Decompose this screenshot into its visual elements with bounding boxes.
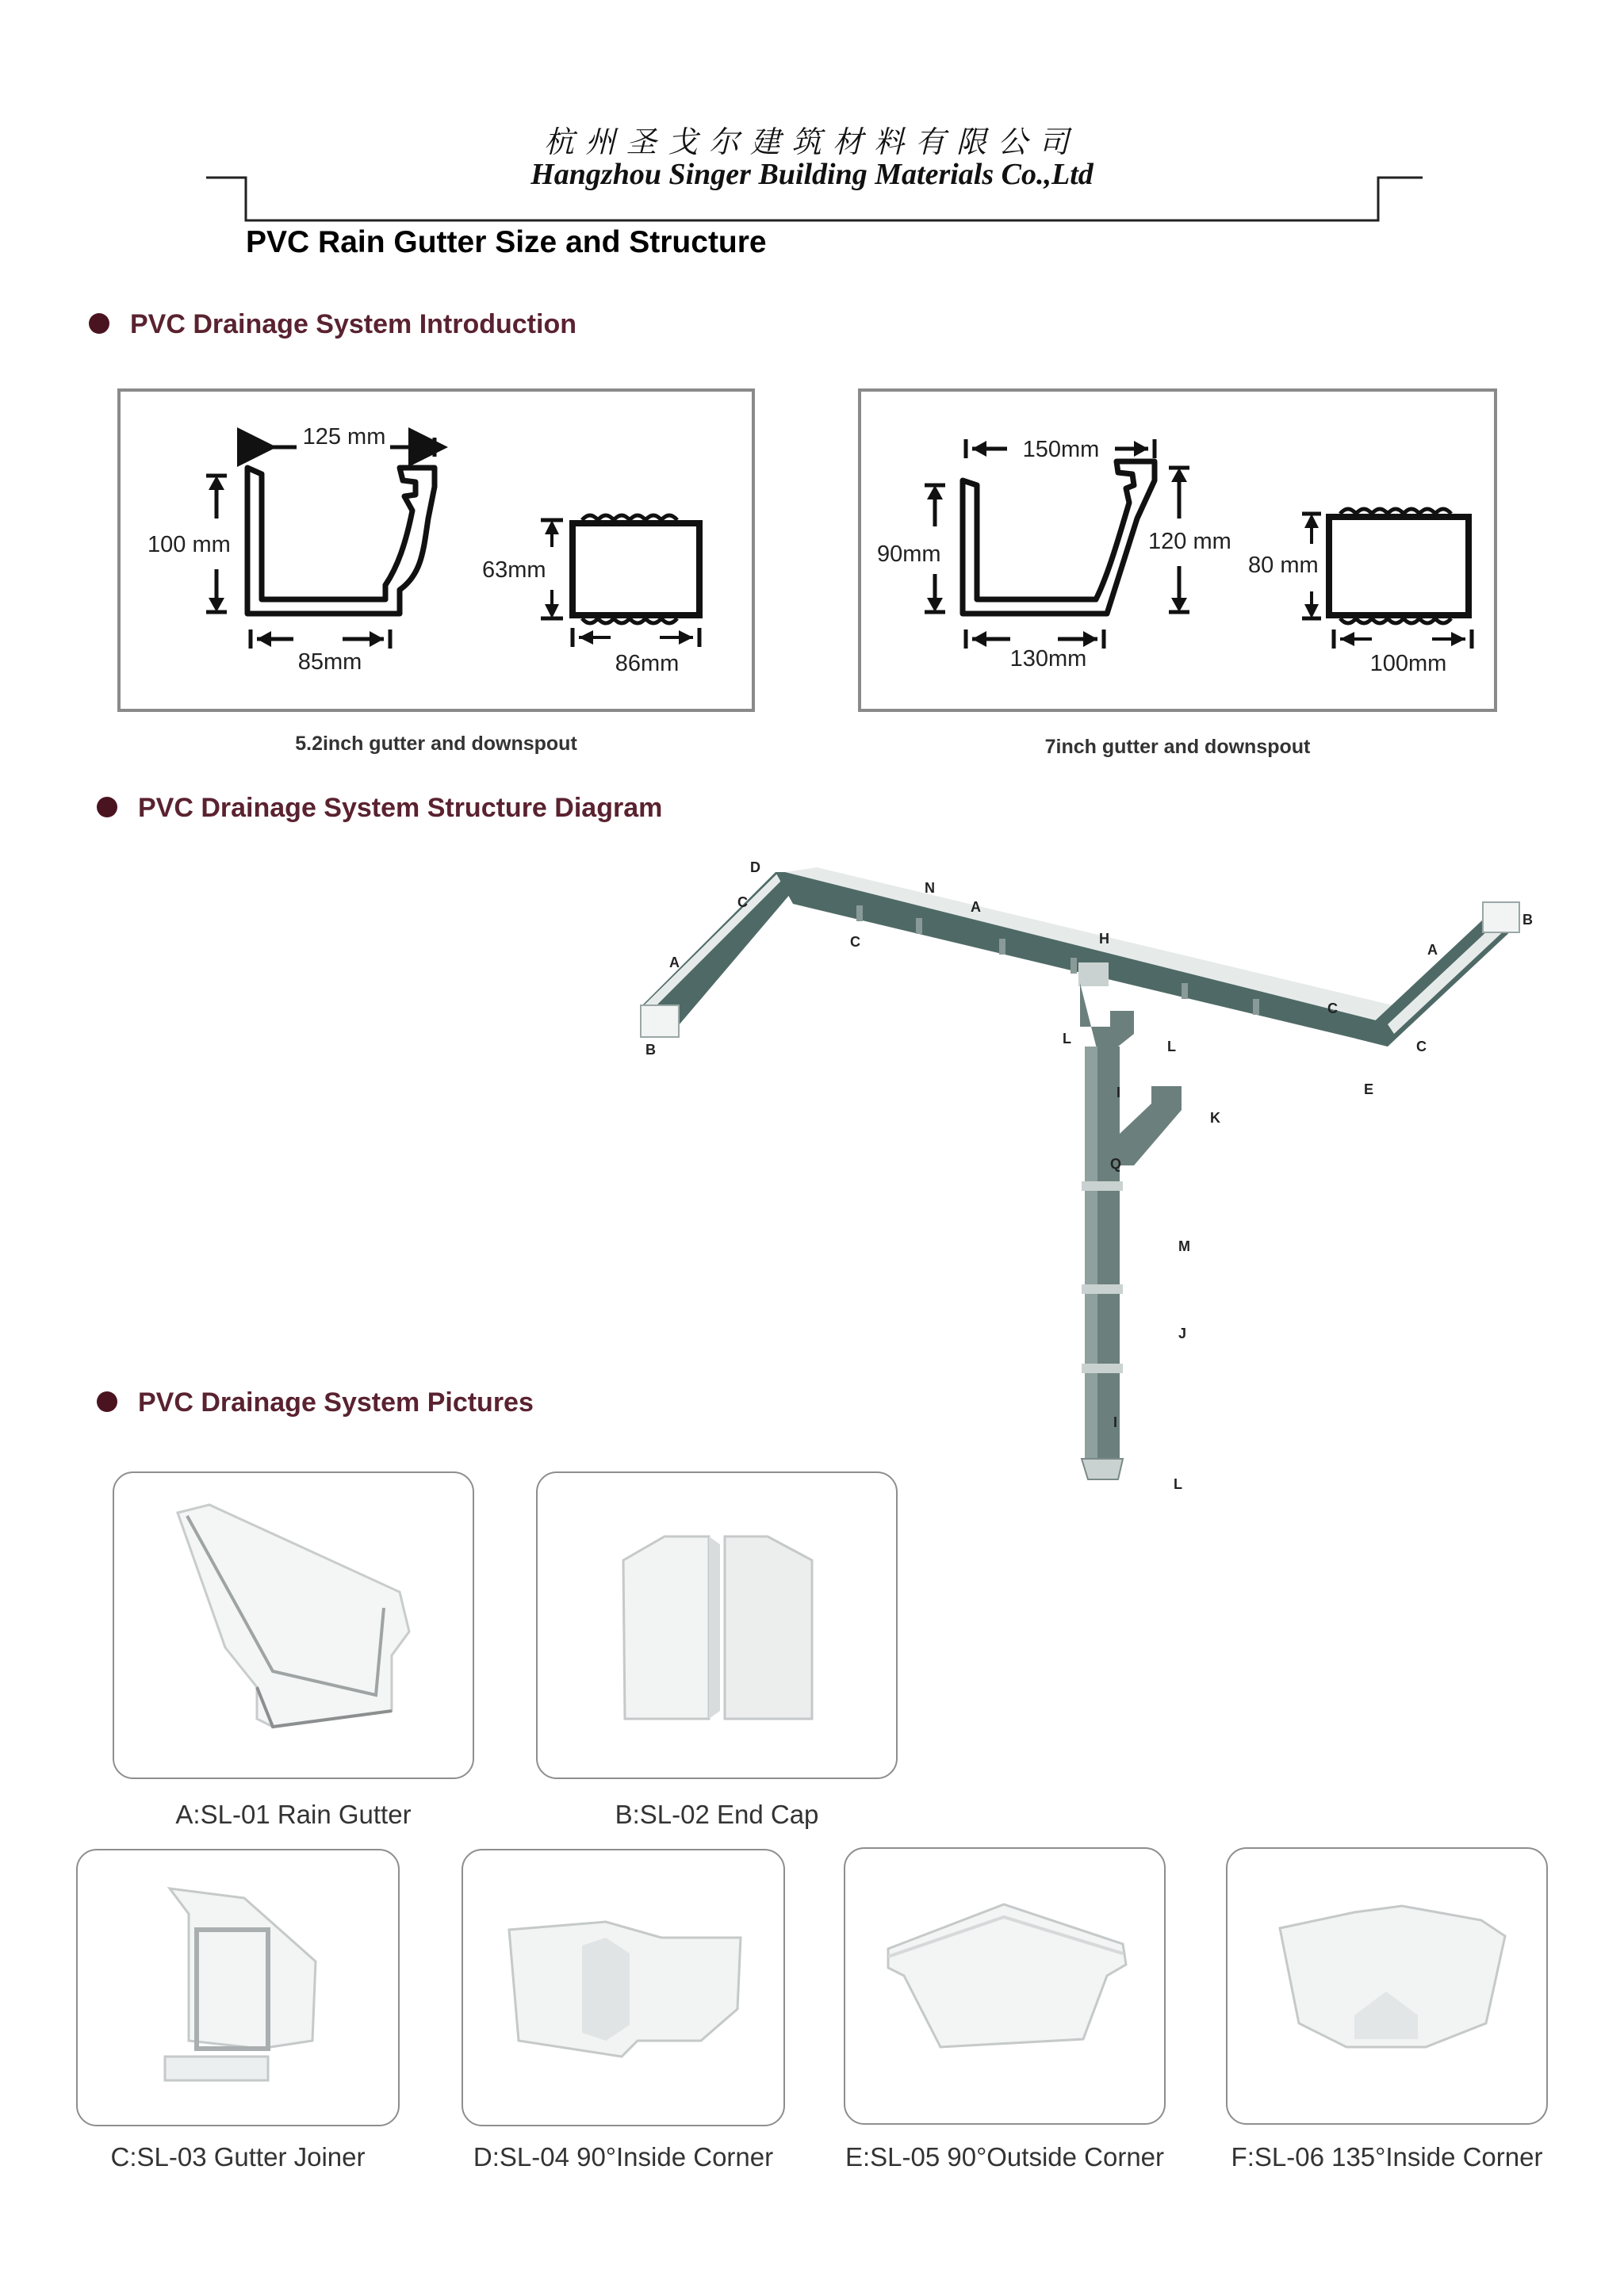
section-heading-pictures-text: PVC Drainage System Pictures: [138, 1387, 534, 1418]
label-c: C: [850, 934, 860, 950]
header-frame: [205, 173, 1426, 224]
product-caption-e: E:SL-05 90°Outside Corner: [845, 2142, 1165, 2172]
dim-52-gutter-bottom: 85mm: [297, 649, 362, 675]
label-a: A: [669, 955, 680, 970]
product-caption-c: C:SL-03 Gutter Joiner: [110, 2142, 366, 2172]
bullet-icon: [89, 313, 109, 334]
section-heading-intro: [89, 309, 576, 340]
section-heading-structure-text: PVC Drainage System Structure Diagram: [138, 793, 663, 823]
label-b: B: [1522, 912, 1533, 928]
dim-7-gutter-bottom: 130mm: [1009, 646, 1087, 672]
label-c: C: [737, 894, 748, 910]
label-l: L: [1167, 1039, 1176, 1054]
product-caption-f: F:SL-06 135°Inside Corner: [1231, 2142, 1543, 2172]
product-image-gutter-joiner: [76, 1849, 400, 2126]
dim-52-pipe-width: 86mm: [615, 651, 680, 676]
dimension-box-7inch: [858, 388, 1497, 712]
label-d: D: [750, 859, 760, 875]
product-caption-b: B:SL-02 End Cap: [615, 1800, 819, 1829]
product-image-end-cap: [536, 1471, 898, 1779]
label-a: A: [1427, 942, 1438, 958]
section-heading-pictures: [97, 1387, 534, 1418]
dimension-box-52inch: [117, 388, 755, 712]
dim-52-pipe-height: 63mm: [482, 557, 546, 583]
product-caption-d: D:SL-04 90°Inside Corner: [473, 2142, 774, 2172]
label-l: L: [1174, 1476, 1182, 1492]
gutter-7-drawing: [861, 392, 1494, 709]
label-i: I: [1113, 1414, 1118, 1430]
label-c: C: [1327, 1001, 1338, 1016]
structure-diagram: [626, 856, 1562, 1530]
bullet-icon: [97, 797, 117, 817]
product-image-135-inside-corner: [1226, 1847, 1548, 2125]
label-c: C: [1416, 1039, 1427, 1054]
label-n: N: [925, 880, 935, 896]
label-m: M: [1178, 1238, 1190, 1254]
caption-7inch: 7inch gutter and downspout: [1044, 736, 1311, 758]
dim-7-pipe-width: 100mm: [1369, 651, 1447, 676]
dim-52-gutter-width: 125 mm: [302, 424, 386, 450]
label-k: K: [1210, 1110, 1220, 1126]
section-heading-intro-text: PVC Drainage System Introduction: [130, 309, 576, 339]
label-j: J: [1178, 1326, 1187, 1341]
label-b: B: [645, 1042, 656, 1058]
product-image-rain-gutter: [113, 1471, 474, 1779]
dim-7-gutter-width: 150mm: [1022, 437, 1100, 462]
label-i: I: [1116, 1085, 1121, 1100]
company-name-chinese: 杭州圣戈尔建筑材料有限公司: [543, 124, 1080, 159]
dim-7-gutter-height: 90mm: [877, 541, 941, 567]
product-image-90-inside-corner: [462, 1849, 785, 2126]
dim-52-gutter-height: 100 mm: [147, 532, 231, 557]
label-h: H: [1099, 931, 1109, 947]
caption-52inch: 5.2inch gutter and downspout: [295, 733, 577, 755]
page-title: PVC Rain Gutter Size and Structure: [246, 225, 767, 259]
label-e: E: [1364, 1081, 1374, 1097]
company-name-english: Hangzhou Singer Building Materials Co.,Ltd: [530, 158, 1094, 191]
label-q: Q: [1110, 1156, 1122, 1172]
label-a: A: [971, 899, 981, 915]
section-heading-structure: [97, 793, 662, 824]
product-caption-a: A:SL-01 Rain Gutter: [175, 1800, 412, 1829]
product-image-90-outside-corner: [844, 1847, 1166, 2125]
dim-7-gutter-right-height: 120 mm: [1148, 529, 1231, 554]
bullet-icon: [97, 1391, 117, 1412]
gutter-52-drawing: [121, 392, 752, 709]
label-l: L: [1063, 1031, 1071, 1047]
dim-7-pipe-height: 80 mm: [1248, 553, 1319, 578]
